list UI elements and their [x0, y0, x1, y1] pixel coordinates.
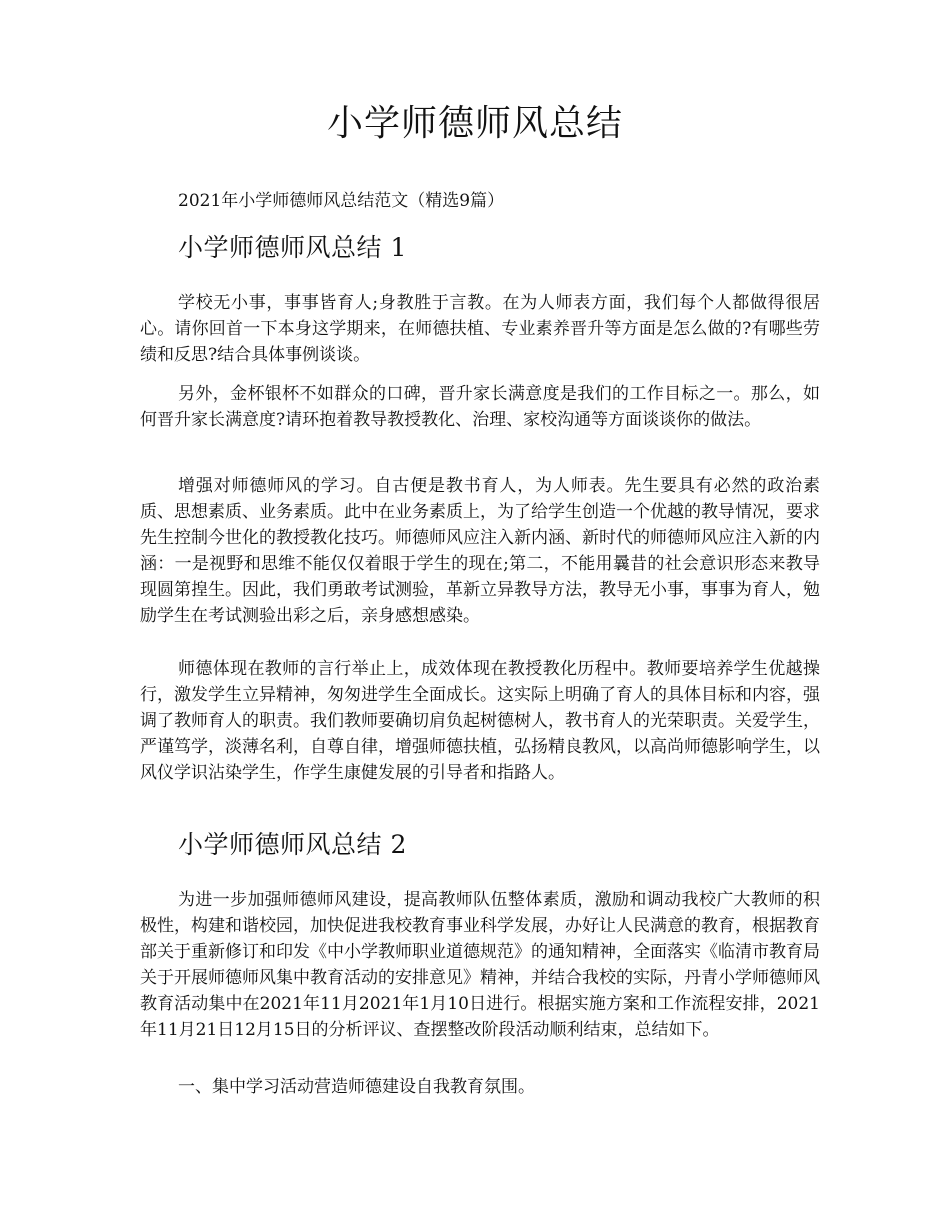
document-subtitle: 2021年小学师德师风总结范文（精选9篇）: [178, 191, 505, 211]
section-2-paragraph-1: 为进一步加强师德师风建设，提高教师队伍整体素质，激励和调动我校广大教师的积极性，构建和谐校园，加快促进我校教育事业科学发展，办好让人民满意的教育，根据教育部关于重新修订和印发《中小学教师职业道德规范》的通知精神，全面落实《临清市教育局关于开展师德师风集中教育活动的安排意见》精神，并结合我校的实际，丹青小学师德师风教育活动集中在2021年11月2021年1月10日进行。根据实施方案和工作流程安排，2021年11月21日12月15日的分析评议、查摆整改阶段活动顺利结束，总结如下。: [140, 890, 820, 1040]
section-2-heading: 小学师德师风总结 2: [178, 830, 407, 859]
section-1-heading: 小学师德师风总结 1: [178, 233, 407, 262]
document-title: 小学师德师风总结: [326, 103, 623, 144]
section-1-paragraph-4: 师德体现在教师的言行举止上，成效体现在教授教化历程中。教师要培养学生优越操行，激发学生立异精神，匆匆进学生全面成长。这实际上明确了育人的具体目标和内容，强调了教师育人的职责。我们教师要确切肩负起树德树人，教书育人的光荣职责。关爱学生，严谨笃学，淡薄名利，自尊自律，增强师德扶植，弘扬精良教风，以高尚师德影响学生，以风仪学识沾染学生，作学生康健发展的引导者和指路人。: [140, 659, 820, 783]
section-1-paragraph-3: 增强对师德师风的学习。自古便是教书育人，为人师表。先生要具有必然的政治素质、思想素质、业务素质。此中在业务素质上，为了给学生创造一个优越的教导情况，要求先生控制今世化的教授教化技巧。师德师风应注入新内涵、新时代的师德师风应注入新的内涵：一是视野和思维不能仅仅着眼于学生的现在;第二，不能用曩昔的社会意识形态来教导现圆第揘生。因此，我们勇敢考试测验，革新立异教导方法，教导无小事，事事为育人，勉励学生在考试测验出彩之后，亲身感想感染。: [140, 476, 820, 626]
section-2-paragraph-2: 一、集中学习活动营造师德建设自我教育氛围。: [178, 1077, 535, 1097]
section-1-paragraph-1: 学校无小事，事事皆育人;身教胜于言教。在为人师表方面，我们每个人都做得很居心。请你回首一下本身这学期来，在师德扶植、专业素养晋升等方面是怎么做的?有哪些劳绩和反思?结合具体事例谈谈。: [140, 293, 820, 365]
section-1-paragraph-2: 另外，金杯银杯不如群众的口碑，晋升家长满意度是我们的工作目标之一。那么，如何晋升家长满意度?请环抱着教导教授教化、治理、家校沟通等方面谈谈你的做法。: [140, 384, 820, 430]
